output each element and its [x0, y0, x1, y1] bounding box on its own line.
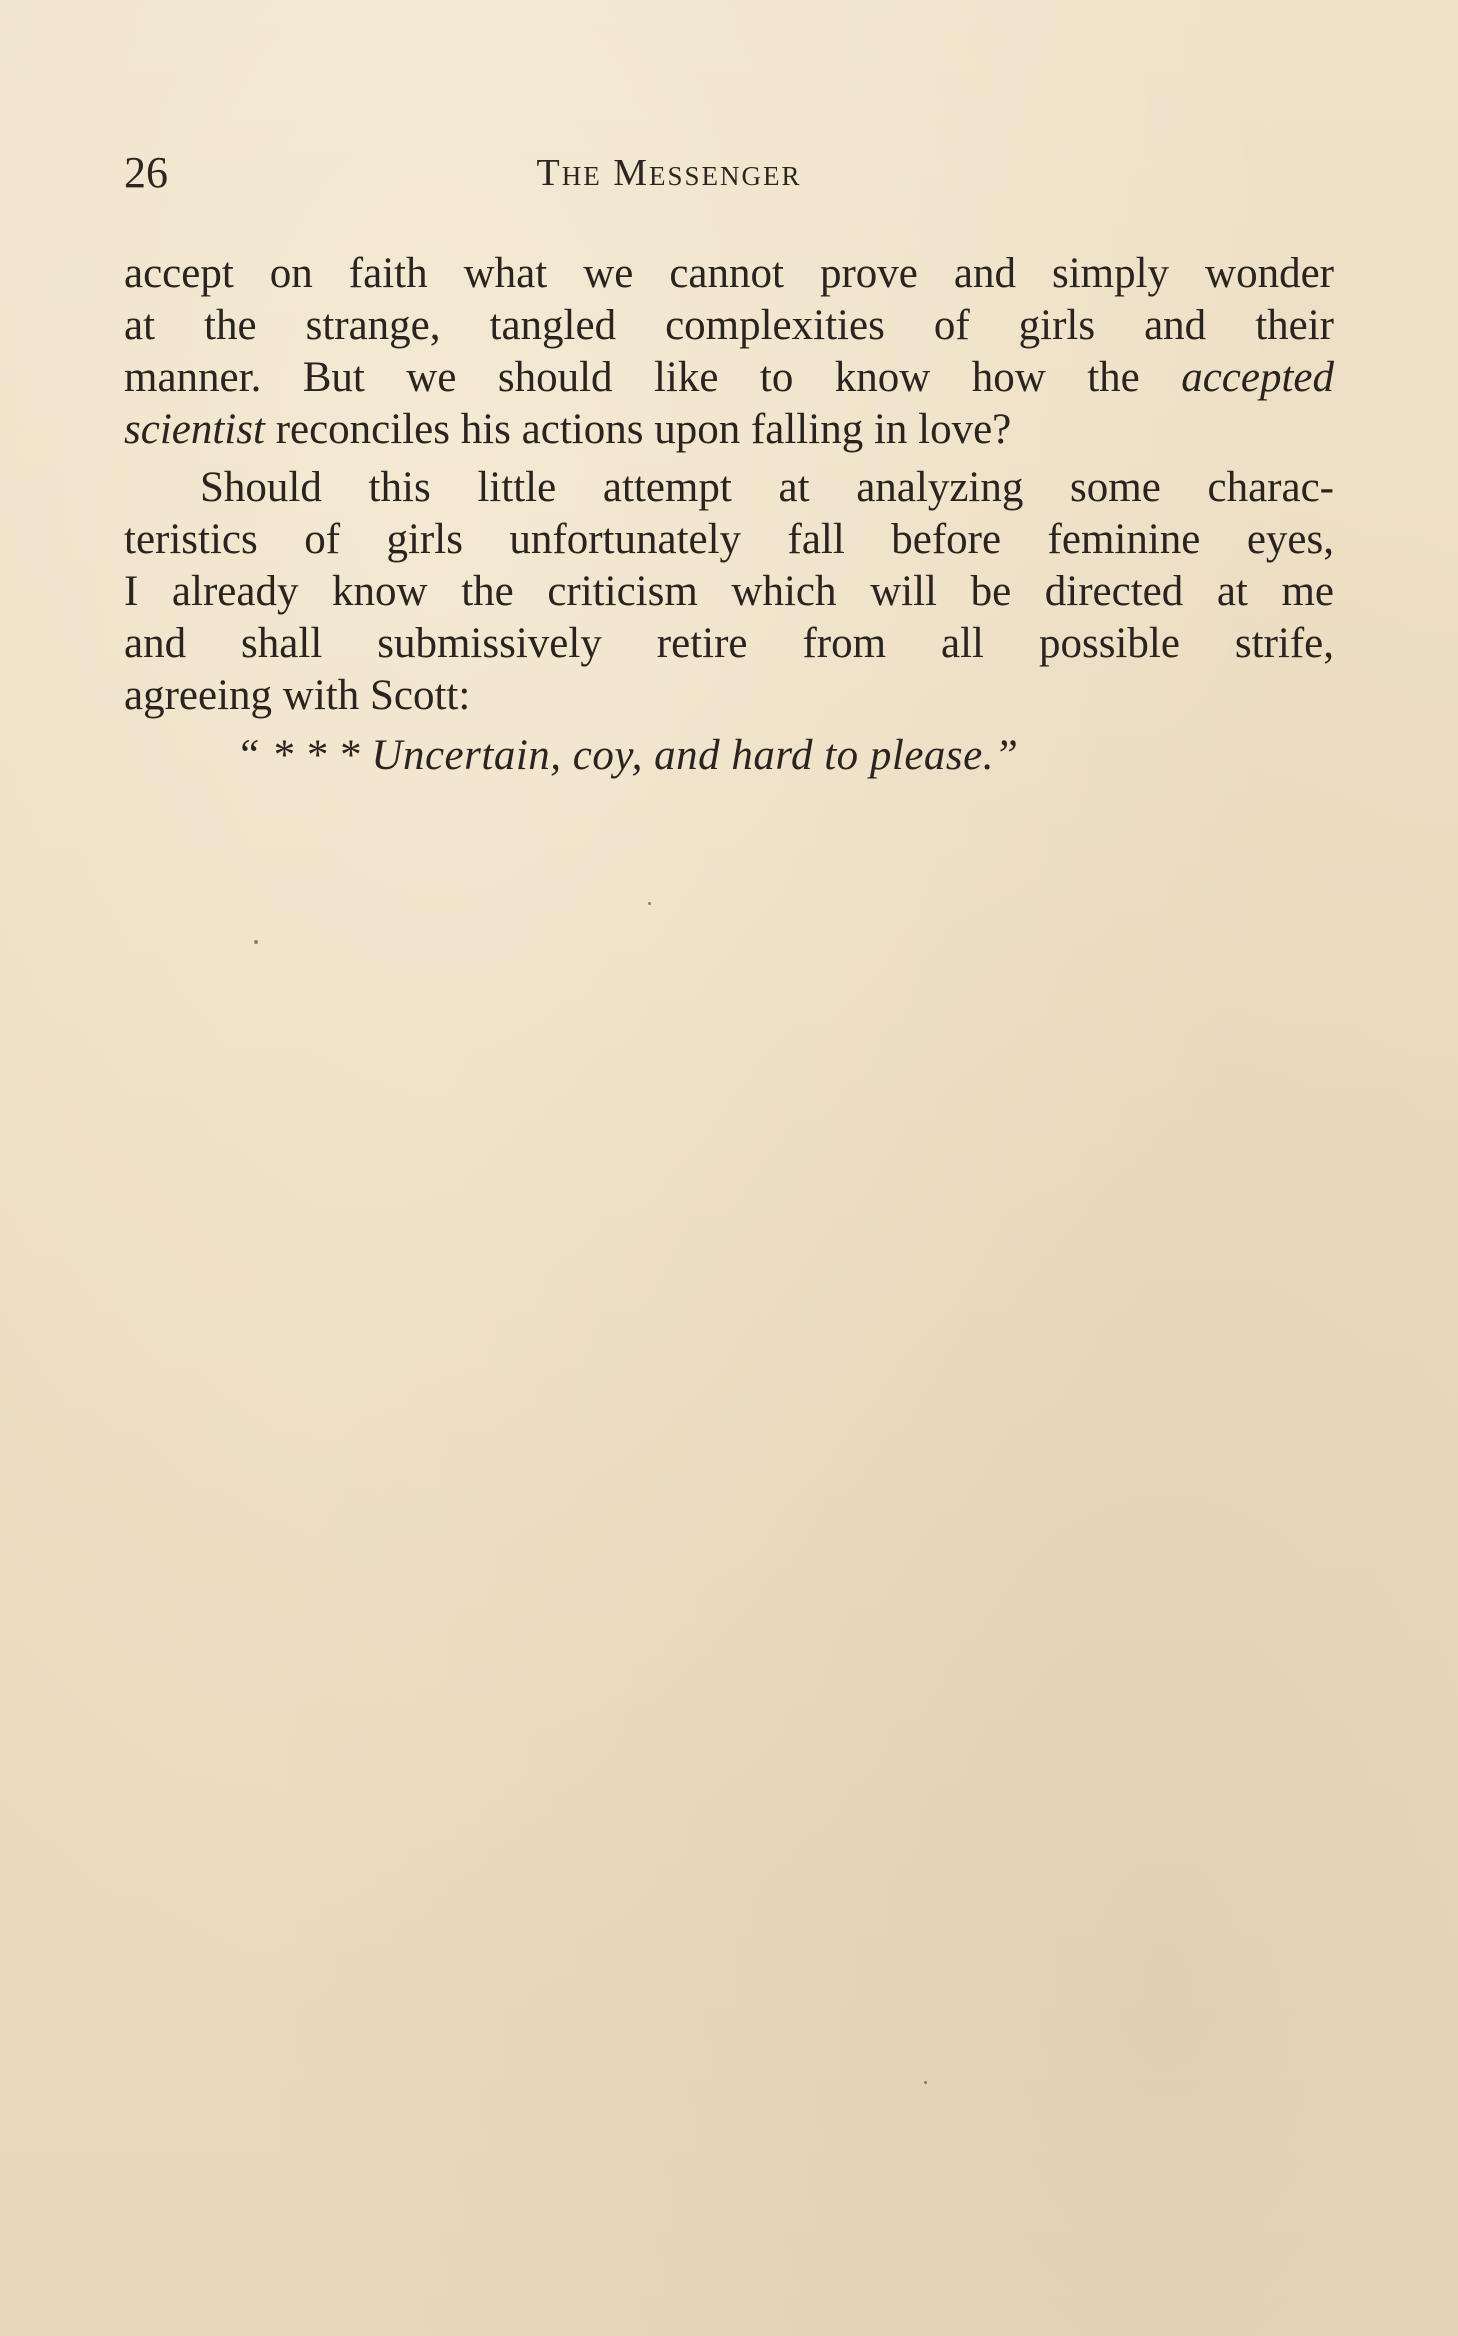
paper-speck	[254, 940, 258, 944]
text-line: teristics of girls unfortunately fall before feminine eyes,	[124, 516, 1334, 563]
text-line	[124, 404, 1334, 456]
paper-speck	[648, 902, 651, 905]
running-head	[124, 143, 1334, 203]
text-fragment: manner. But we should like to know how the	[124, 354, 1140, 401]
text-line: accept on faith what we cannot prove and simply wonder	[124, 250, 1334, 297]
emphasis-scientist: scientist	[124, 406, 265, 453]
text-fragment: reconciles his actions upon falling in love?	[275, 406, 1012, 453]
text-line: agreeing with Scott:	[124, 672, 471, 719]
text-line: Should this little attempt at analyzing some charac-	[200, 464, 1334, 511]
paragraph-2	[124, 462, 1334, 722]
text-line: I already know the criticism which will be directed at me	[124, 568, 1334, 615]
text-line: and shall submissively retire from all possible strife,	[124, 620, 1334, 667]
paper-speck	[924, 2081, 927, 2084]
block-quotation: “ * * * Uncertain, coy, and hard to please.”	[236, 732, 1019, 779]
page-title: The Messenger	[536, 152, 802, 194]
text-line: at the strange, tangled complexities of girls and their	[124, 302, 1334, 349]
page-number: 26	[124, 148, 168, 197]
emphasis-accepted: accepted	[1181, 354, 1335, 401]
text-line	[124, 352, 1334, 404]
body-text	[124, 248, 1334, 788]
paragraph-1	[124, 248, 1334, 456]
